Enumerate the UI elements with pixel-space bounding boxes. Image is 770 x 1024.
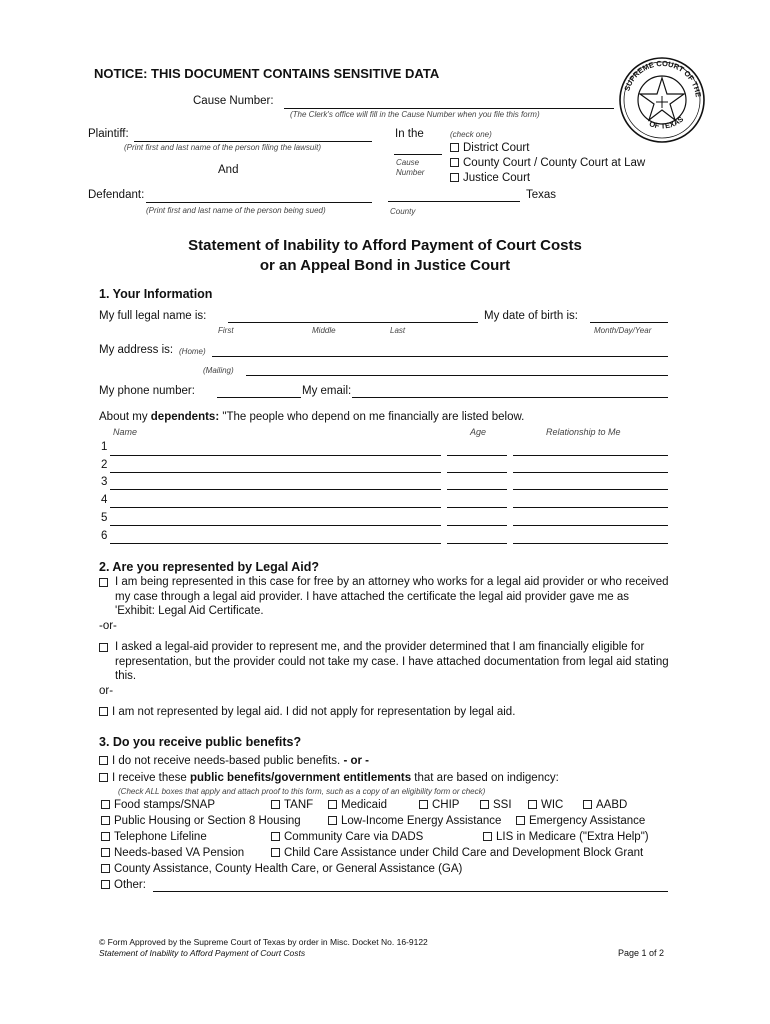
cause-number-short-field[interactable] xyxy=(394,154,442,155)
legal-aid-option-none[interactable]: I am not represented by legal aid. I did not apply for representation by legal aid. xyxy=(99,706,515,718)
benefit-ssi[interactable]: SSI xyxy=(480,799,512,811)
or-separator: -or- xyxy=(99,620,117,632)
court-option-county[interactable]: County Court / County Court at Law xyxy=(450,157,645,169)
section3-heading: 3. Do you receive public benefits? xyxy=(99,735,302,749)
checkbox-icon[interactable] xyxy=(99,578,108,587)
email-field[interactable] xyxy=(352,397,668,398)
dob-label: My date of birth is: xyxy=(484,310,578,322)
svg-text:SUPREME COURT OF THE STATE: SUPREME COURT OF THE xyxy=(622,58,703,98)
checkbox-icon[interactable] xyxy=(101,864,110,873)
checkbox-icon[interactable] xyxy=(101,832,110,841)
dependent-row-number: 5 xyxy=(101,512,108,524)
benefit-other-option[interactable]: Other: xyxy=(101,879,146,891)
benefits-check-hint: (Check ALL boxes that apply and attach proof to this form, such as a copy of an eligibility form or check) xyxy=(118,787,486,796)
notice-heading: NOTICE: THIS DOCUMENT CONTAINS SENSITIVE DATA xyxy=(94,66,440,81)
dependent-age-field[interactable] xyxy=(447,543,507,544)
benefit-chip[interactable]: CHIP xyxy=(419,799,459,811)
benefit-public-housing[interactable]: Public Housing or Section 8 Housing xyxy=(101,815,301,827)
in-the-label: In the xyxy=(395,128,424,140)
benefit-wic[interactable]: WIC xyxy=(528,799,563,811)
dependent-age-field[interactable] xyxy=(447,507,507,508)
legal-aid-option-eligible[interactable]: I asked a legal-aid provider to represent me, and the provider determined that I am financially eligible for representation, but the provider could not take my case. I have attached documentation from legal aid stating this. xyxy=(99,640,669,684)
check-one-hint: (check one) xyxy=(450,130,492,139)
dependent-row-number: 3 xyxy=(101,476,108,488)
or-separator: or- xyxy=(99,685,114,697)
last-name-hint: Last xyxy=(390,326,406,335)
checkbox-icon[interactable] xyxy=(528,800,537,809)
dependent-row-number: 4 xyxy=(101,494,108,506)
dependent-relationship-field[interactable] xyxy=(513,489,668,490)
checkbox-icon[interactable] xyxy=(271,848,280,857)
dob-hint: Month/Day/Year xyxy=(594,326,652,335)
checkbox-icon[interactable] xyxy=(328,816,337,825)
home-address-field[interactable] xyxy=(212,356,668,357)
benefit-va-pension[interactable]: Needs-based VA Pension xyxy=(101,847,244,859)
email-label: My email: xyxy=(302,385,352,397)
checkbox-icon[interactable] xyxy=(99,643,108,652)
and-label: And xyxy=(218,164,239,176)
benefit-community-care[interactable]: Community Care via DADS xyxy=(271,831,423,843)
mailing-address-hint: (Mailing) xyxy=(203,366,234,375)
dependent-row-number: 1 xyxy=(101,441,108,453)
plaintiff-label: Plaintiff: xyxy=(88,128,129,140)
no-benefits-option[interactable]: I do not receive needs-based public benefits. - or - xyxy=(99,755,369,767)
texas-label: Texas xyxy=(526,189,557,201)
defendant-label: Defendant: xyxy=(88,189,145,201)
first-name-hint: First xyxy=(218,326,234,335)
form-title-line1: Statement of Inability to Afford Payment of Court Costs xyxy=(188,237,582,254)
checkbox-icon[interactable] xyxy=(99,756,108,765)
benefit-telephone-lifeline[interactable]: Telephone Lifeline xyxy=(101,831,207,843)
court-option-justice[interactable]: Justice Court xyxy=(450,172,530,184)
county-field[interactable] xyxy=(388,201,520,202)
county-hint: County xyxy=(390,207,416,216)
dependent-relationship-field[interactable] xyxy=(513,507,668,508)
checkbox-icon[interactable] xyxy=(271,832,280,841)
full-name-label: My full legal name is: xyxy=(99,310,207,322)
checkbox-icon[interactable] xyxy=(99,707,108,716)
dependent-age-field[interactable] xyxy=(447,455,507,456)
dependent-name-field[interactable] xyxy=(110,507,441,508)
court-option-district[interactable]: District Court xyxy=(450,142,529,154)
cause-number-label: Cause Number: xyxy=(193,95,274,107)
checkbox-icon[interactable] xyxy=(101,848,110,857)
dependent-relationship-field[interactable] xyxy=(513,525,668,526)
checkbox-icon[interactable] xyxy=(419,800,428,809)
checkbox-icon[interactable] xyxy=(101,880,110,889)
section1-heading: 1. Your Information xyxy=(99,287,213,301)
cause-number-small-hint: Cause Number xyxy=(396,158,425,177)
full-name-field[interactable] xyxy=(228,322,478,323)
dependents-col-name: Name xyxy=(113,427,138,437)
checkbox-icon[interactable] xyxy=(101,800,110,809)
section2-heading: 2. Are you represented by Legal Aid? xyxy=(99,560,319,574)
dependent-relationship-field[interactable] xyxy=(513,455,668,456)
dependent-name-field[interactable] xyxy=(110,525,441,526)
dependent-age-field[interactable] xyxy=(447,489,507,490)
dependent-relationship-field[interactable] xyxy=(513,472,668,473)
footer-form-name: Statement of Inability to Afford Payment of Court Costs xyxy=(99,948,306,958)
checkbox-icon[interactable] xyxy=(99,773,108,782)
cause-number-field[interactable] xyxy=(284,108,614,109)
address-label: My address is: xyxy=(99,344,174,356)
benefit-tanf[interactable]: TANF xyxy=(271,799,313,811)
checkbox-icon[interactable] xyxy=(480,800,489,809)
benefit-child-care[interactable]: Child Care Assistance under Child Care and Development Block Grant xyxy=(271,847,643,859)
benefit-other-field[interactable] xyxy=(153,891,668,892)
home-address-hint: (Home) xyxy=(179,347,206,356)
checkbox-icon[interactable] xyxy=(516,816,525,825)
dependent-name-field[interactable] xyxy=(110,489,441,490)
benefit-aabd[interactable]: AABD xyxy=(583,799,627,811)
dependent-name-field[interactable] xyxy=(110,543,441,544)
plaintiff-hint: (Print first and last name of the person filing the lawsuit) xyxy=(124,143,321,152)
benefit-energy-assistance[interactable]: Low-Income Energy Assistance xyxy=(328,815,501,827)
texas-supreme-court-seal xyxy=(618,56,706,144)
dependent-relationship-field[interactable] xyxy=(513,543,668,544)
checkbox-icon[interactable] xyxy=(450,158,459,167)
benefit-lis-medicare[interactable]: LIS in Medicare ("Extra Help") xyxy=(483,831,649,843)
defendant-field[interactable] xyxy=(146,202,372,203)
benefit-emergency-assistance[interactable]: Emergency Assistance xyxy=(516,815,645,827)
footer-approval: © Form Approved by the Supreme Court of Texas by order in Misc. Docket No. 16-9122 xyxy=(99,937,428,947)
plaintiff-field[interactable] xyxy=(134,141,372,142)
benefit-food-stamps[interactable]: Food stamps/SNAP xyxy=(101,799,215,811)
form-title-line2: or an Appeal Bond in Justice Court xyxy=(259,257,511,274)
dependent-name-field[interactable] xyxy=(110,472,441,473)
dependents-col-age: Age xyxy=(470,427,487,437)
legal-aid-option-represented[interactable]: I am being represented in this case for free by an attorney who works for a legal aid provider or who received my case through a legal aid provider. I have attached the certificate the legal aid provider gave me as 'Exhibit: Legal Aid Certificate. xyxy=(99,575,669,619)
defendant-hint: (Print first and last name of the person being sued) xyxy=(146,206,326,215)
middle-name-hint: Middle xyxy=(312,326,336,335)
dependent-age-field[interactable] xyxy=(447,472,507,473)
checkbox-icon[interactable] xyxy=(450,143,459,152)
phone-label: My phone number: xyxy=(99,385,195,397)
receives-benefits-option[interactable]: I receive these public benefits/government entitlements that are based on indigency: xyxy=(99,772,559,784)
dependent-row-number: 6 xyxy=(101,530,108,542)
benefit-medicaid[interactable]: Medicaid xyxy=(328,799,387,811)
dependents-col-relationship: Relationship to Me xyxy=(546,427,621,437)
phone-field[interactable] xyxy=(217,397,301,398)
dependent-name-field[interactable] xyxy=(110,455,441,456)
dependent-age-field[interactable] xyxy=(447,525,507,526)
checkbox-icon[interactable] xyxy=(101,816,110,825)
dependents-intro: About my dependents: "The people who depend on me financially are listed below. xyxy=(99,411,525,423)
checkbox-icon[interactable] xyxy=(483,832,492,841)
checkbox-icon[interactable] xyxy=(271,800,280,809)
dependent-row-number: 2 xyxy=(101,459,108,471)
dob-field[interactable] xyxy=(590,322,668,323)
cause-number-hint: (The Clerk's office will fill in the Cause Number when you file this form) xyxy=(290,110,540,119)
page-number: Page 1 of 2 xyxy=(618,948,665,958)
checkbox-icon[interactable] xyxy=(450,173,459,182)
mailing-address-field[interactable] xyxy=(246,375,668,376)
svg-text:OF TEXAS: OF TEXAS xyxy=(648,114,686,131)
checkbox-icon[interactable] xyxy=(328,800,337,809)
checkbox-icon[interactable] xyxy=(583,800,592,809)
benefit-county-assistance[interactable]: County Assistance, County Health Care, or General Assistance (GA) xyxy=(101,863,462,875)
